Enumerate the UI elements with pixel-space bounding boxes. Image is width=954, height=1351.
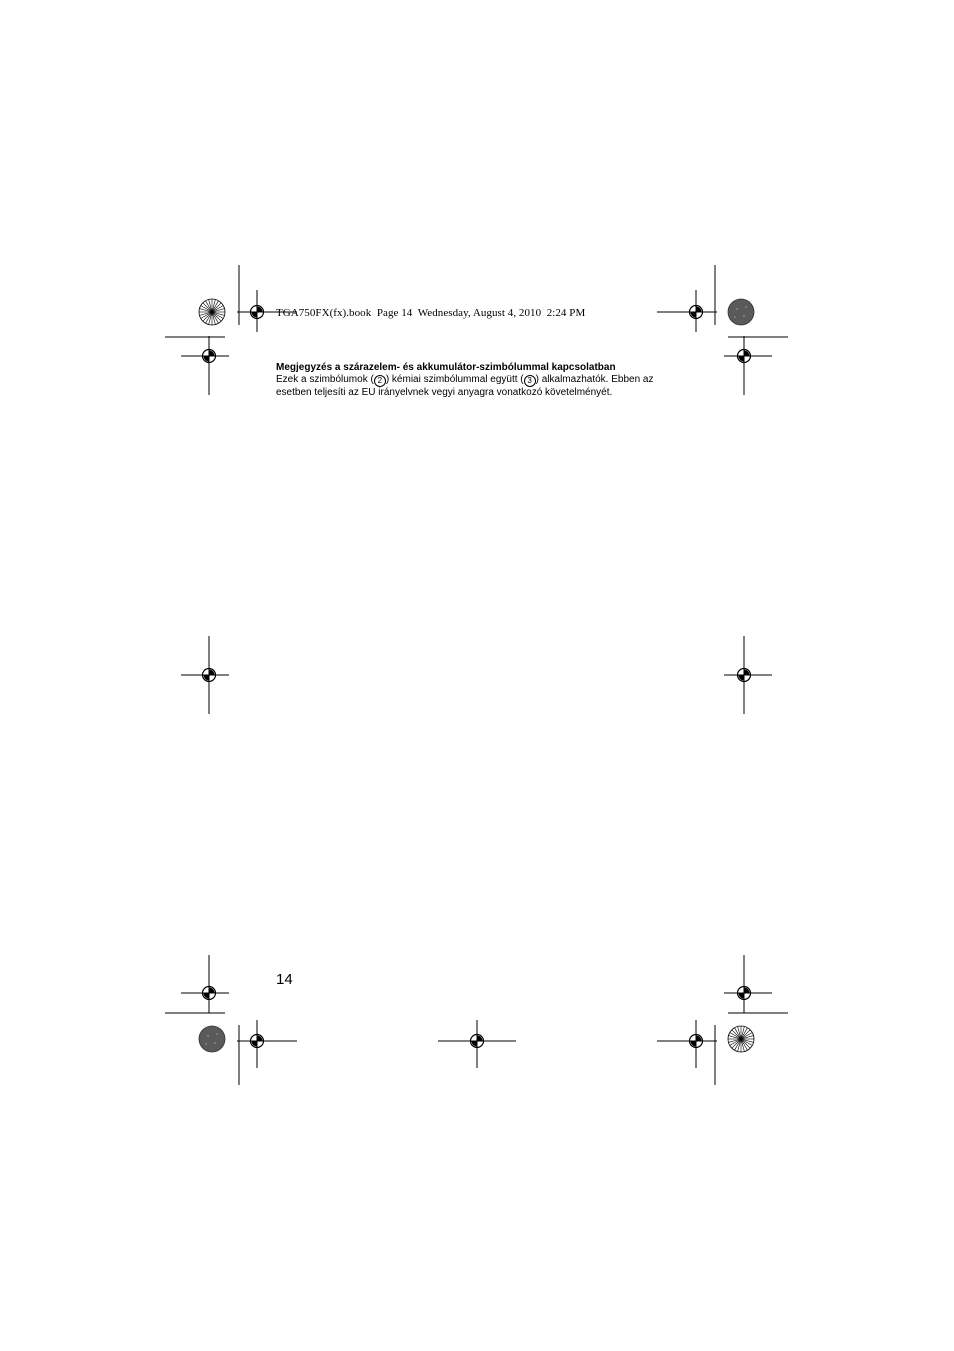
gray-registration-dot [199, 1026, 225, 1052]
note-text: ) alkalmazhatók. Ebben az esetben teljesíti az EU irányelvnek vegyi anyagra vonatkozó követelményét. [276, 374, 654, 398]
note-body [276, 374, 676, 399]
note-text: ) kémiai szimbólummal együtt ( [385, 374, 524, 385]
circled-number-2: 2 [374, 375, 386, 387]
starburst-registration-mark [728, 1026, 754, 1052]
print-header: TGA750FX(fx).book Page 14 Wednesday, August 4, 2010 2:24 PM [276, 307, 586, 319]
gray-registration-dot [728, 299, 754, 325]
note-title: Megjegyzés a szárazelem- és akkumulátor-szimbólummal kapcsolatban [276, 362, 616, 373]
circled-number-3: 3 [524, 375, 536, 387]
starburst-registration-mark [199, 299, 225, 325]
page-number: 14 [276, 971, 293, 988]
battery-symbol-note [276, 362, 676, 399]
note-text: Ezek a szimbólumok ( [276, 374, 374, 385]
